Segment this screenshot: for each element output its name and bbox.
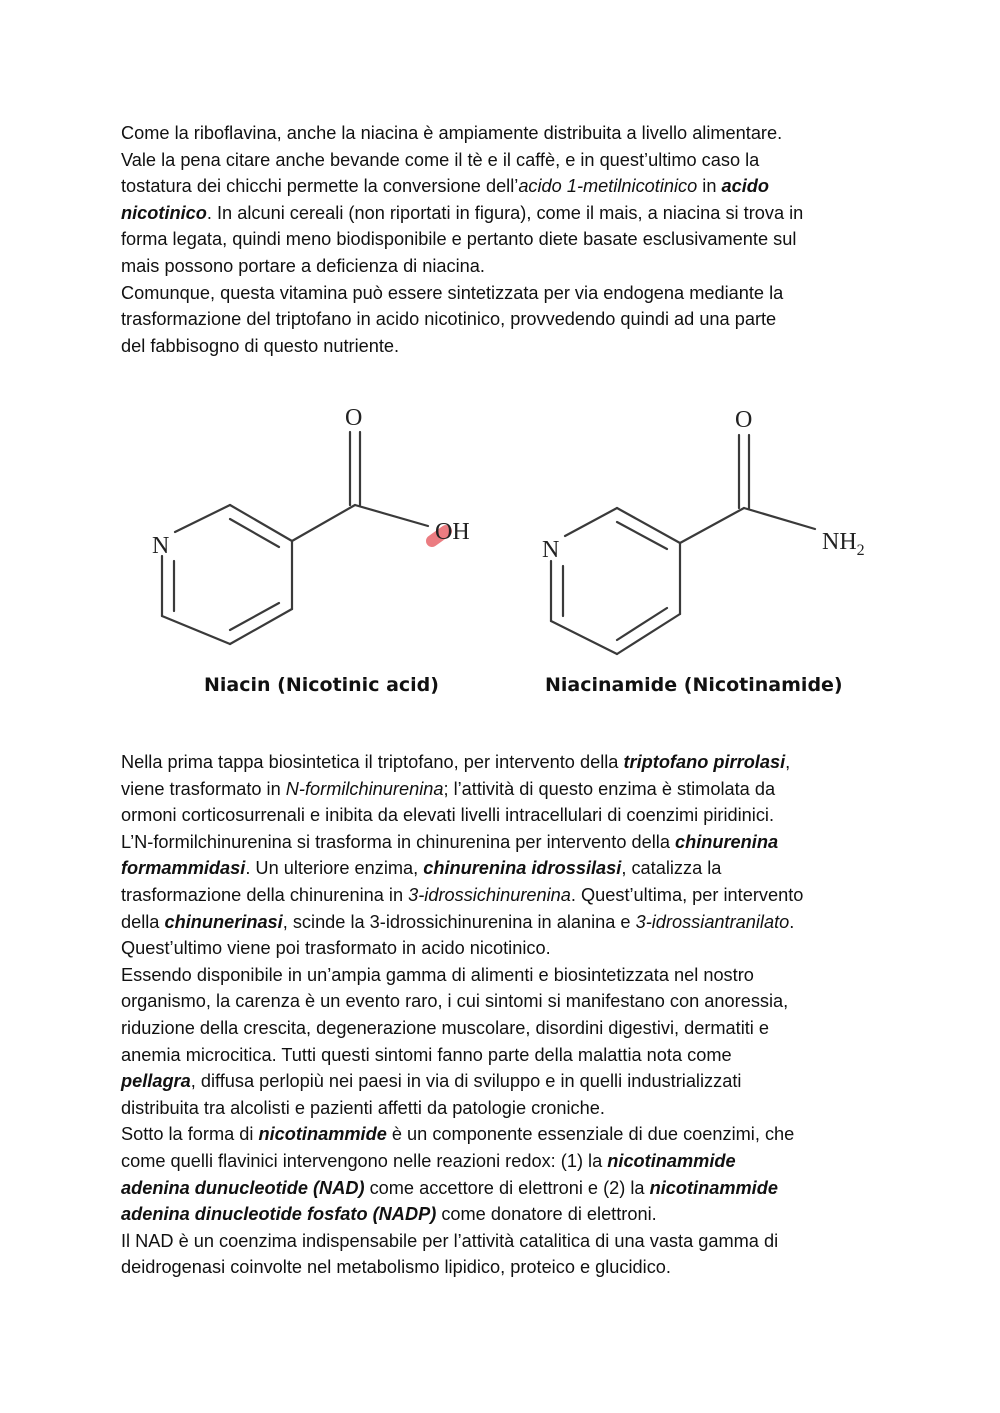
text-run: della	[121, 911, 165, 932]
emphasis-term: nicotinammide	[607, 1150, 736, 1171]
text-run: , scinde la 3-idrossichinurenina in alanina e	[282, 911, 636, 932]
text-run: , catalizza la	[621, 858, 722, 879]
text-line	[121, 1121, 891, 1148]
text-line	[121, 935, 891, 962]
text-run: .	[789, 911, 795, 932]
niacin-atom-n: N	[152, 533, 170, 559]
text-line	[121, 200, 891, 227]
emphasis-term: chinurenina	[674, 831, 779, 852]
niacinamide-amine-subscript: 2	[856, 542, 865, 559]
emphasis-term: nicotinammide	[258, 1124, 387, 1145]
structures-svg	[0, 395, 1000, 725]
niacinamide-atom-n: N	[542, 537, 560, 563]
italic-term: N-formilchinurenina	[285, 778, 444, 799]
text-run: ,	[785, 752, 791, 772]
text-run: come quelli flavinici intervengono nelle reazioni redox: (1) la	[121, 1150, 608, 1171]
text-run: in	[697, 176, 722, 197]
text-line	[121, 1254, 891, 1281]
text-run: come donatore di elettroni.	[436, 1204, 657, 1225]
emphasis-term: adenina dunucleotide (NAD)	[121, 1177, 365, 1198]
text-run: Comunque, questa vitamina può essere sintetizzata per via endogena mediante la	[121, 282, 784, 303]
text-run: del fabbisogno di questo nutriente.	[121, 335, 400, 356]
text-run: Vale la pena citare anche bevande come il tè e il caffè, e in quest’ultimo caso la	[121, 149, 760, 170]
niacinamide-structure	[542, 407, 865, 654]
text-line	[121, 749, 891, 776]
niacinamide-atom-o: O	[735, 407, 753, 433]
text-run: organismo, la carenza è un evento raro, i cui sintomi si manifestano con anoressia,	[121, 991, 789, 1012]
text-line	[121, 306, 891, 333]
text-line	[121, 226, 891, 253]
text-line	[121, 829, 891, 856]
text-line	[121, 776, 891, 803]
text-line	[121, 1201, 891, 1228]
text-run: è un componente essenziale di due coenzimi, che	[386, 1124, 795, 1145]
text-line	[121, 1068, 891, 1095]
niacin-caption: Niacin (Nicotinic acid)	[204, 674, 439, 696]
text-line	[121, 909, 891, 936]
text-run: . Quest’ultima, per intervento	[570, 884, 804, 905]
text-line	[121, 1175, 891, 1202]
text-line	[121, 280, 891, 307]
niacin-structure	[152, 405, 470, 644]
text-line	[121, 1148, 891, 1175]
niacinamide-amine-group	[822, 529, 865, 559]
text-run: . Un ulteriore enzima,	[245, 858, 424, 879]
italic-term: acido 1-metilnicotinico	[518, 176, 698, 197]
niacin-atom-o: O	[345, 405, 363, 431]
text-run: L’N-formilchinurenina si trasforma in chinurenina per intervento della	[121, 831, 675, 852]
text-run: trasformazione della chinurenina in	[121, 884, 409, 905]
text-run: anemia microcitica. Tutti questi sintomi fanno parte della malattia nota come	[121, 1044, 732, 1065]
text-run: distribuita tra alcolisti e pazienti affetti da patologie croniche.	[121, 1097, 605, 1118]
text-line	[121, 120, 891, 147]
text-line	[121, 333, 891, 360]
text-run: . In alcuni cereali (non riportati in figura), come il mais, a niacina si trova in	[206, 202, 804, 223]
text-run: riduzione della crescita, degenerazione muscolare, disordini digestivi, dermatiti e	[121, 1017, 770, 1038]
chemical-structures-figure	[0, 395, 1000, 725]
text-line	[121, 147, 891, 174]
text-run: , diffusa perlopiù nei paesi in via di sviluppo e in quelli industrializzati	[190, 1071, 742, 1092]
emphasis-term: triptofano pirrolasi	[623, 752, 786, 772]
text-line	[121, 1042, 891, 1069]
text-run: forma legata, quindi meno biodisponibile e pertanto diete basate esclusivamente sul	[121, 229, 797, 250]
text-run: viene trasformato in	[121, 778, 286, 799]
italic-term: 3-idrossiantranilato	[635, 911, 790, 932]
emphasis-term: chinurenina idrossilasi	[423, 858, 622, 879]
text-line	[121, 1095, 891, 1122]
emphasis-term: formammidasi	[121, 858, 246, 879]
text-run: Sotto la forma di	[121, 1124, 259, 1145]
niacinamide-bonds	[551, 435, 815, 654]
text-run: tostatura dei chicchi permette la conversione dell’	[121, 176, 519, 197]
text-line	[121, 1015, 891, 1042]
text-run: Come la riboflavina, anche la niacina è ampiamente distribuita a livello alimentare.	[121, 123, 783, 143]
text-line	[121, 882, 891, 909]
text-run: Essendo disponibile in un’ampia gamma di alimenti e biosintetizzata nel nostro	[121, 964, 754, 985]
text-run: Quest’ultimo viene poi trasformato in acido nicotinico.	[121, 938, 551, 959]
emphasis-term: adenina dinucleotide fosfato (NADP)	[121, 1204, 437, 1225]
text-run: ormoni corticosurrenali e inibita da elevati livelli intracellulari di coenzimi piridinici.	[121, 805, 775, 826]
paragraph-biosintesi-e-coenzimi	[121, 749, 891, 1281]
text-line	[121, 802, 891, 829]
niacinamide-amine-main: NH	[822, 529, 857, 555]
text-run: Nella prima tappa biosintetica il triptofano, per intervento della	[121, 752, 624, 772]
text-run: trasformazione del triptofano in acido nicotinico, provvedendo quindi ad una parte	[121, 309, 777, 330]
italic-term: 3-idrossichinurenina	[408, 884, 571, 905]
text-line	[121, 962, 891, 989]
paragraph-niacina-fonti	[121, 120, 891, 359]
emphasis-term: nicotinammide	[649, 1177, 778, 1198]
text-line	[121, 855, 891, 882]
text-run: ; l’attività di questo enzima è stimolata da	[443, 778, 776, 799]
text-line	[121, 253, 891, 280]
niacin-hydroxyl-group: OH	[435, 519, 470, 545]
text-line	[121, 988, 891, 1015]
text-run: deidrogenasi coinvolte nel metabolismo lipidico, proteico e glucidico.	[121, 1257, 671, 1278]
text-line	[121, 173, 891, 200]
emphasis-term: nicotinico	[121, 202, 207, 223]
emphasis-term: pellagra	[121, 1071, 191, 1092]
text-line	[121, 1228, 891, 1255]
text-run: mais possono portare a deficienza di niacina.	[121, 255, 485, 276]
niacinamide-caption: Niacinamide (Nicotinamide)	[545, 674, 843, 696]
text-run: come accettore di elettroni e (2) la	[364, 1177, 650, 1198]
niacin-bonds	[162, 432, 428, 644]
emphasis-term: acido	[721, 176, 770, 197]
emphasis-term: chinunerinasi	[164, 911, 283, 932]
text-run: Il NAD è un coenzima indispensabile per l’attività catalitica di una vasta gamma di	[121, 1230, 779, 1251]
